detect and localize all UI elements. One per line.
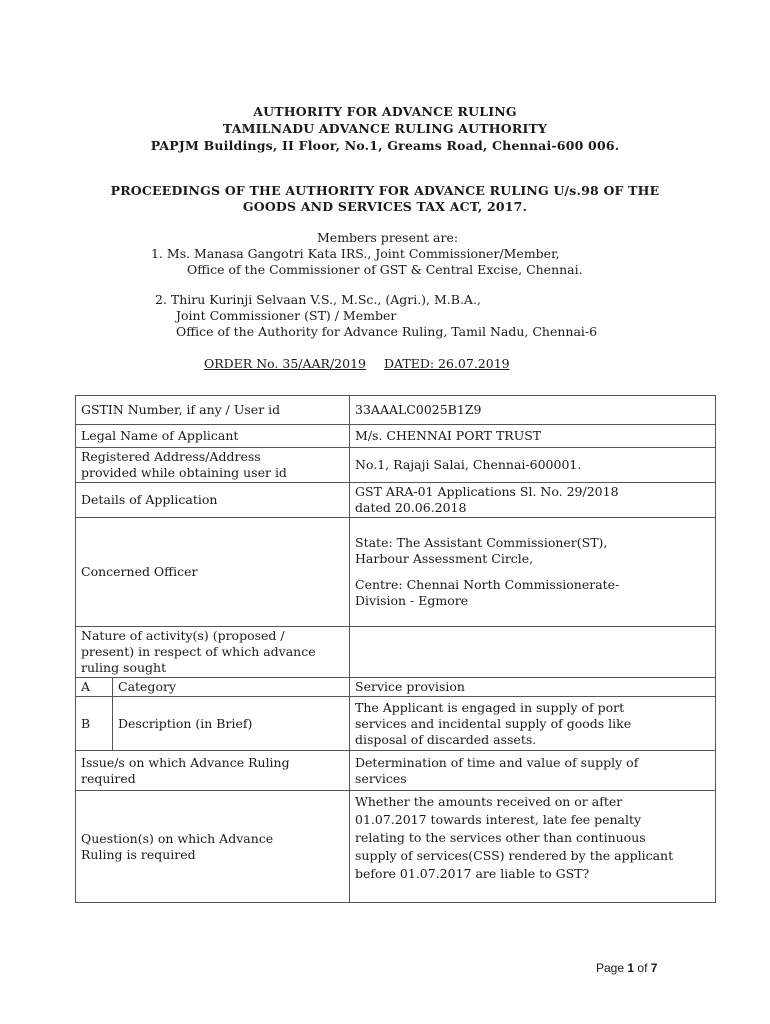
application-details-table xyxy=(75,395,716,903)
nature-label xyxy=(76,627,350,678)
officer-state-line: State: The Assistant Commissioner(ST), xyxy=(355,535,608,550)
question-value-line: 01.07.2017 towards interest, late fee penalty xyxy=(355,812,642,827)
issue-label-line: required xyxy=(81,770,136,786)
table-row xyxy=(76,697,716,751)
proceedings-title-line2: GOODS AND SERVICES TAX ACT, 2017. xyxy=(242,199,528,214)
question-value-line: Whether the amounts received on or after xyxy=(355,794,623,809)
page-of: of xyxy=(637,961,648,975)
question-value-line: relating to the services other than continuous xyxy=(355,830,646,845)
question-label-line: Question(s) on which Advance xyxy=(81,830,274,846)
table-row xyxy=(76,627,716,678)
member-2-title: Joint Commissioner (ST) / Member xyxy=(176,308,397,323)
details-value xyxy=(350,483,716,518)
page-word: Page xyxy=(596,961,625,975)
row-letter-a: A xyxy=(76,678,113,697)
issue-label xyxy=(76,751,350,791)
address-label-line: provided while obtaining user id xyxy=(81,465,287,480)
question-value-line: before 01.07.2017 are liable to GST? xyxy=(355,866,590,881)
concerned-officer-label: Concerned Officer xyxy=(76,518,350,627)
member-1-name: 1. Ms. Manasa Gangotri Kata IRS., Joint Commissioner/Member, xyxy=(151,246,560,261)
details-label: Details of Application xyxy=(76,483,350,518)
page-number xyxy=(596,961,657,975)
table-row xyxy=(76,518,716,627)
address-label-line: Registered Address/Address xyxy=(81,449,261,464)
table-row xyxy=(76,425,716,448)
header-authority: AUTHORITY FOR ADVANCE RULING xyxy=(253,104,517,119)
header-address: PAPJM Buildings, II Floor, No.1, Greams Road, Chennai-600 006. xyxy=(150,138,620,153)
nature-label-line: present) in respect of which advance xyxy=(81,644,316,659)
nature-label-line: ruling sought xyxy=(81,660,167,675)
proceedings-title-line1: PROCEEDINGS OF THE AUTHORITY FOR ADVANCE RULING U/s.98 OF THE xyxy=(110,183,660,198)
details-value-line: GST ARA-01 Applications Sl. No. 29/2018 xyxy=(355,484,619,499)
details-value-line: dated 20.06.2018 xyxy=(355,500,467,515)
officer-centre-line: Division - Egmore xyxy=(355,593,469,608)
nature-value xyxy=(350,627,716,678)
table-row xyxy=(76,751,716,791)
issue-label-line: Issue/s on which Advance Ruling xyxy=(81,754,290,770)
legal-name-label: Legal Name of Applicant xyxy=(76,425,350,448)
member-2-name: 2. Thiru Kurinji Selvaan V.S., M.Sc., (Agri.), M.B.A., xyxy=(155,292,481,307)
category-value: Service provision xyxy=(350,678,716,697)
issue-value xyxy=(350,751,716,791)
question-label xyxy=(76,791,350,903)
description-value xyxy=(350,697,716,751)
concerned-officer-value xyxy=(350,518,716,627)
description-line: services and incidental supply of goods like xyxy=(355,715,632,731)
table-row xyxy=(76,483,716,518)
category-label: Category xyxy=(113,678,350,697)
order-number: ORDER No. 35/AAR/2019 xyxy=(204,356,366,371)
question-value xyxy=(350,791,716,903)
question-value-line: supply of services(CSS) rendered by the applicant xyxy=(355,848,674,863)
description-line: disposal of discarded assets. xyxy=(355,731,537,747)
description-line: The Applicant is engaged in supply of port xyxy=(355,699,625,715)
member-1-office: Office of the Commissioner of GST & Central Excise, Chennai. xyxy=(187,262,583,277)
table-row xyxy=(76,791,716,903)
order-date: DATED: 26.07.2019 xyxy=(384,356,510,371)
issue-value-line: services xyxy=(355,770,407,786)
officer-centre-line: Centre: Chennai North Commissionerate- xyxy=(355,577,620,592)
officer-state-line: Harbour Assessment Circle, xyxy=(355,551,534,566)
legal-name-value: M/s. CHENNAI PORT TRUST xyxy=(350,425,716,448)
table-row xyxy=(76,448,716,483)
gstin-value: 33AAALC0025B1Z9 xyxy=(350,396,716,425)
table-row xyxy=(76,396,716,425)
table-row xyxy=(76,678,716,697)
gstin-label: GSTIN Number, if any / User id xyxy=(76,396,350,425)
description-label: Description (in Brief) xyxy=(113,697,350,751)
page-total: 7 xyxy=(650,961,658,975)
nature-label-line: Nature of activity(s) (proposed / xyxy=(81,628,285,643)
issue-value-line: Determination of time and value of supply of xyxy=(355,754,639,770)
page-current: 1 xyxy=(627,961,635,975)
header-tamilnadu: TAMILNADU ADVANCE RULING AUTHORITY xyxy=(222,121,548,136)
address-label xyxy=(76,448,350,483)
address-value: No.1, Rajaji Salai, Chennai-600001. xyxy=(350,448,716,483)
members-heading: Members present are: xyxy=(317,230,459,245)
member-2-office: Office of the Authority for Advance Ruling, Tamil Nadu, Chennai-6 xyxy=(176,324,598,339)
question-label-line: Ruling is required xyxy=(81,846,196,862)
row-letter-b: B xyxy=(76,697,113,751)
